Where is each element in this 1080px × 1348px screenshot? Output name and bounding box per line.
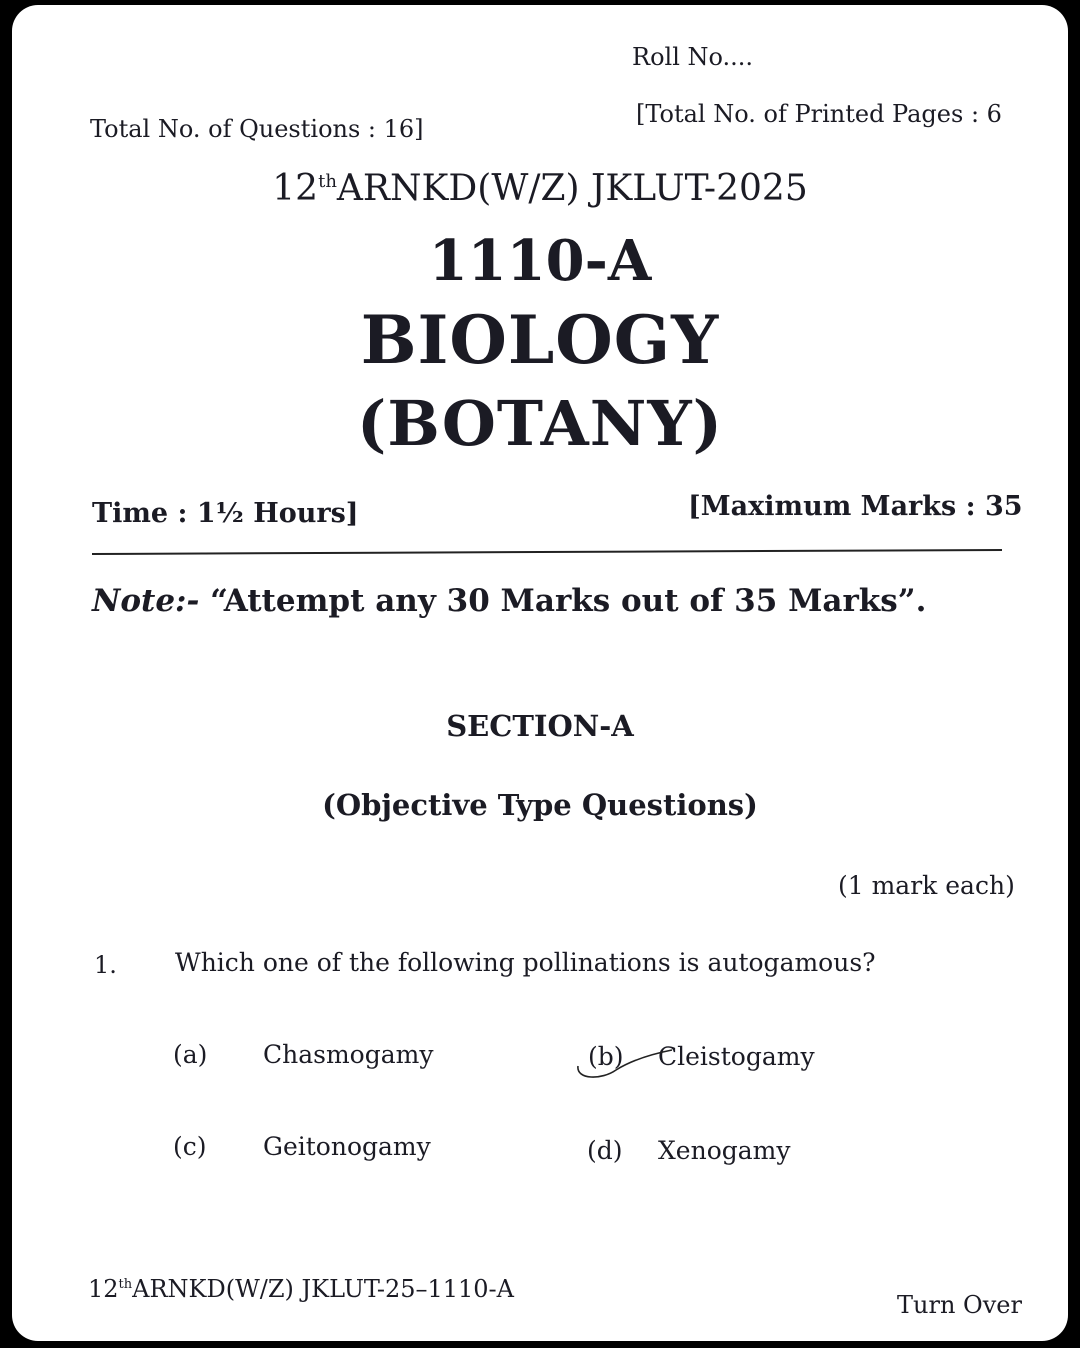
option-a-text: Chasmogamy bbox=[263, 1040, 434, 1069]
total-questions: Total No. of Questions : 16] bbox=[90, 115, 424, 143]
header-divider bbox=[92, 549, 1002, 555]
footer-code-prefix: 12 bbox=[88, 1275, 119, 1303]
handwritten-answer-mark bbox=[572, 1040, 712, 1084]
footer-code-rest: ARNKD(W/Z) JKLUT-25–1110-A bbox=[132, 1275, 514, 1303]
paper-code-prefix: 12 bbox=[272, 168, 319, 209]
option-c-text: Geitonogamy bbox=[263, 1132, 431, 1161]
paper-code-superscript: th bbox=[318, 171, 337, 192]
question-number: 1. bbox=[94, 951, 117, 979]
section-title: SECTION-A bbox=[446, 709, 634, 743]
question-text: Which one of the following pollinations is autogamous? bbox=[175, 948, 876, 977]
maximum-marks: [Maximum Marks : 35 bbox=[688, 491, 1023, 522]
instruction-note bbox=[92, 583, 926, 619]
footer-code-superscript: th bbox=[118, 1277, 133, 1292]
option-a-label: (a) bbox=[173, 1040, 208, 1069]
footer-paper-code bbox=[88, 1275, 514, 1303]
note-text: “Attempt any 30 Marks out of 35 Marks”. bbox=[199, 583, 927, 619]
turn-over-label: Turn Over bbox=[897, 1291, 1022, 1319]
option-b-text: Cleistogamy bbox=[658, 1042, 815, 1071]
note-label: Note:- bbox=[92, 583, 200, 619]
exam-duration: Time : 1½ Hours] bbox=[92, 498, 359, 529]
option-d-label: (d) bbox=[587, 1136, 623, 1165]
section-subtitle: (Objective Type Questions) bbox=[322, 788, 758, 822]
subject-code: 1110-A bbox=[428, 228, 652, 294]
marks-per-question: (1 mark each) bbox=[838, 871, 1015, 900]
sub-subject-title: (BOTANY) bbox=[356, 387, 723, 460]
subject-title: BIOLOGY bbox=[360, 301, 720, 379]
paper-code bbox=[12, 168, 1068, 209]
roll-number-label: Roll No.... bbox=[632, 43, 754, 71]
option-d-text: Xenogamy bbox=[658, 1136, 791, 1165]
option-c-label: (c) bbox=[173, 1132, 207, 1161]
exam-paper-page bbox=[12, 5, 1068, 1341]
paper-code-rest: ARNKD(W/Z) JKLUT-2025 bbox=[336, 168, 808, 209]
option-b-label: (b) bbox=[588, 1042, 624, 1071]
total-printed-pages: [Total No. of Printed Pages : 6 bbox=[636, 100, 1002, 128]
